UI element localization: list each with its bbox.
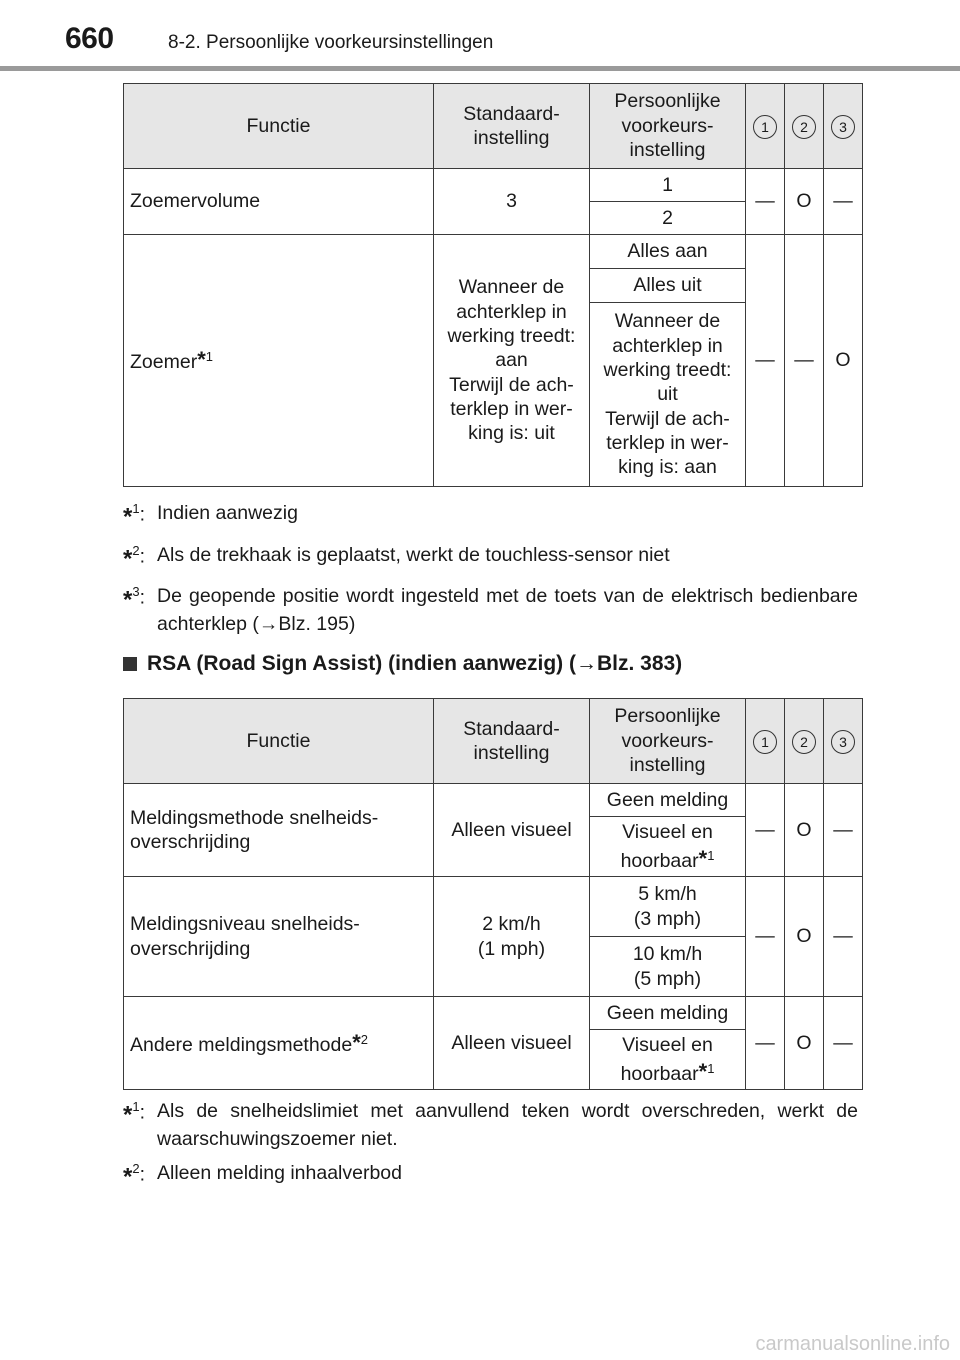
header-col-2 [785, 84, 824, 169]
mark-cell: O [785, 877, 824, 997]
option-cell: Wanneer de achterklep in werking treedt: uit Terwijl de ach- terklep in wer- king is: aan [590, 303, 746, 487]
mark-cell: O [785, 169, 824, 235]
mark-cell: — [746, 997, 785, 1090]
section-title: 8-2. Persoonlijke voorkeursinstellingen [168, 32, 494, 53]
option-cell: 2 [590, 202, 746, 235]
option-cell: Visueel en hoorbaar$^{*1}$ [590, 1030, 746, 1090]
header-col-3 [824, 84, 863, 169]
square-bullet-icon [123, 657, 137, 671]
mark-cell: O [824, 235, 863, 487]
default-cell: Alleen visueel [434, 997, 590, 1090]
header-default: Standaard- instelling [434, 699, 590, 784]
footnote: *$^2$: Alleen melding inhaalverbod [123, 1161, 402, 1191]
circled-2-icon: 2 [792, 730, 816, 754]
function-cell: Zoemervolume [124, 169, 434, 235]
page-number: 660 [65, 22, 114, 55]
table-row [124, 235, 863, 269]
mark-cell: — [746, 784, 785, 877]
footnote-ref: *2 [352, 1029, 369, 1055]
footnotes-rsa [123, 1098, 858, 1202]
default-cell: Wanneer de achterklep in werking treedt: aan Terwijl de ach- terklep in wer- king is: uit [434, 235, 590, 487]
footnote: *$^3$: De geopende positie wordt ingesteld met de toets van de elektrisch bedienbare achterklep (→Blz. 195) [123, 584, 858, 635]
header-custom: Persoonlijke voorkeurs- instelling [590, 699, 746, 784]
header-col-3 [824, 699, 863, 784]
footnote: *$^1$: Als de snelheidslimiet met aanvullend teken wordt overschreden, werkt de waarschuwingszoemer niet. [123, 1099, 858, 1150]
header-custom: Persoonlijke voorkeurs- instelling [590, 84, 746, 169]
function-cell: Meldingsniveau snelheids- overschrijding [124, 877, 434, 997]
header-col-1 [746, 699, 785, 784]
option-cell: Alles aan [590, 235, 746, 269]
mark-cell: O [785, 997, 824, 1090]
header-col-2 [785, 699, 824, 784]
option-cell: 1 [590, 169, 746, 202]
mark-cell: — [746, 235, 785, 487]
option-cell: Visueel en hoorbaar$^{*1}$ [590, 817, 746, 877]
settings-table-buzzer [123, 83, 863, 487]
circled-3-icon: 3 [831, 730, 855, 754]
default-cell: 2 km/h (1 mph) [434, 877, 590, 997]
function-cell [124, 235, 434, 487]
circled-1-icon: 1 [753, 730, 777, 754]
function-cell: Meldingsmethode snelheids- overschrijding [124, 784, 434, 877]
footnote-ref: *1 [197, 347, 213, 373]
mark-cell: — [824, 169, 863, 235]
mark-cell: — [824, 784, 863, 877]
footnote: *$^1$: Indien aanwezig [123, 501, 298, 531]
option-cell: Geen melding [590, 997, 746, 1030]
footnote: *$^2$: Als de trekhaak is geplaatst, werkt de touchless-sensor niet [123, 542, 670, 573]
table-row [124, 997, 863, 1030]
settings-table-rsa [123, 698, 863, 1090]
option-cell: 10 km/h (5 mph) [590, 937, 746, 997]
circled-2-icon: 2 [792, 115, 816, 139]
table-row [124, 877, 863, 937]
header-rule [0, 66, 960, 71]
mark-cell: — [746, 169, 785, 235]
header-col-1 [746, 84, 785, 169]
header-default: Standaard- instelling [434, 84, 590, 169]
subheading: RSA (Road Sign Assist) (indien aanwezig) (→Blz. 383) [123, 652, 682, 676]
mark-cell: — [746, 877, 785, 997]
function-cell: Andere meldingsmethode$^{*2}$ [124, 997, 434, 1090]
circled-3-icon: 3 [831, 115, 855, 139]
default-cell: Alleen visueel [434, 784, 590, 877]
mark-cell: — [824, 877, 863, 997]
circled-1-icon: 1 [753, 115, 777, 139]
table-row [124, 169, 863, 202]
mark-cell: — [824, 997, 863, 1090]
mark-cell: — [785, 235, 824, 487]
option-cell: Geen melding [590, 784, 746, 817]
default-cell: 3 [434, 169, 590, 235]
header-function: Functie [124, 84, 434, 169]
watermark: carmanualsonline.info [755, 1333, 950, 1355]
footnotes-buzzer [123, 500, 858, 646]
option-cell: 5 km/h (3 mph) [590, 877, 746, 937]
table-row [124, 784, 863, 817]
option-cell: Alles uit [590, 269, 746, 303]
header-function: Functie [124, 699, 434, 784]
mark-cell: O [785, 784, 824, 877]
function-label: Zoemer [130, 351, 198, 374]
